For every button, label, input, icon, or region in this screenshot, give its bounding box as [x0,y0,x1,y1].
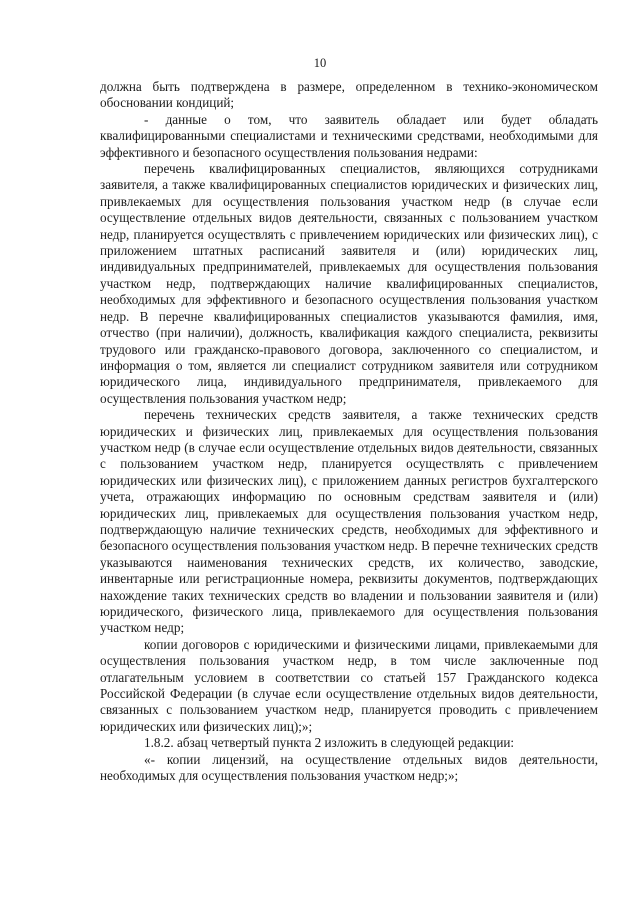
paragraph-license-copies: «- копии лицензий, на осуществление отдельных видов деятельности, необходимых для осуществления пользования участком недр;»; [100,751,598,784]
paragraph-contract-copies: копии договоров с юридическими и физическими лицами, привлекаемыми для осуществления пользования участком недр, в том числе заключенные под отлагательным условием в соответствии со статьей 157 Гражданского кодекса Российской Федерации (в случае если осуществление отдельных видов деятельности, связанных с пользованием участком недр, планируется проводить с привлечением юридических или физических лиц);»; [100,636,598,734]
paragraph-technical-means-list: перечень технических средств заявителя, а также технических средств юридических и физических лиц, привлекаемых для осуществления пользования участком недр (в случае если осуществление отдельных видов деятельности, связанных с пользованием участком недр, планируется осуществлять с привлечением юридических или физических лиц), с приложением данных регистров бухгалтерского учета, отражающих информацию по основным средствам заявителя и (или) юридических лиц, привлекаемых для осуществления пользования участком недр, подтверждающую наличие технических средств, необходимых для эффективного и безопасного осуществления пользования участком недр. В перечне технических средств указываются наименования технических средств, их количество, заводские, инвентарные или регистрационные номера, реквизиты документов, подтверждающих нахождение таких технических средств во владении и пользовании заявителя и (или) юридического, физического лица, привлекаемого для осуществления пользования участком недр; [100,407,598,636]
document-body [100,79,598,784]
paragraph-applicant-qualifications: - данные о том, что заявитель обладает или будет обладать квалифицированными специалистами и техническими средствами, необходимыми для эффективного и безопасного осуществления пользования недрами: [100,111,598,160]
paragraph-specialists-list: перечень квалифицированных специалистов, являющихся сотрудниками заявителя, а также квалифицированных специалистов юридических и физических лиц, привлекаемых для осуществления пользования участком недр (в случае если осуществление отдельных видов деятельности, связанных с пользованием участком недр, планируется осуществлять с привлечением юридических или физических лиц), с приложением штатных расписаний заявителя и (или) юридических лиц, индивидуальных предпринимателей, привлекаемых для осуществления пользования участком недр, подтверждающих наличие квалифицированных специалистов, необходимых для эффективного и безопасного осуществления пользования участком недр. В перечне квалифицированных специалистов указываются фамилия, имя, отчество (при наличии), должность, квалификация каждого специалиста, реквизиты трудового или гражданско-правового договора, заключенного со специалистом, и информация о том, является ли специалист сотрудником заявителя или сотрудником юридического лица, индивидуального предпринимателя, привлекаемого для осуществления пользования участком недр; [100,161,598,406]
page-number: 10 [313,56,327,70]
paragraph-amendment-1-8-2: 1.8.2. абзац четвертый пункта 2 изложить в следующей редакции: [144,735,515,751]
paragraph-continuation: должна быть подтверждена в размере, определенном в технико-экономическом обосновании кондиций; [100,79,598,111]
